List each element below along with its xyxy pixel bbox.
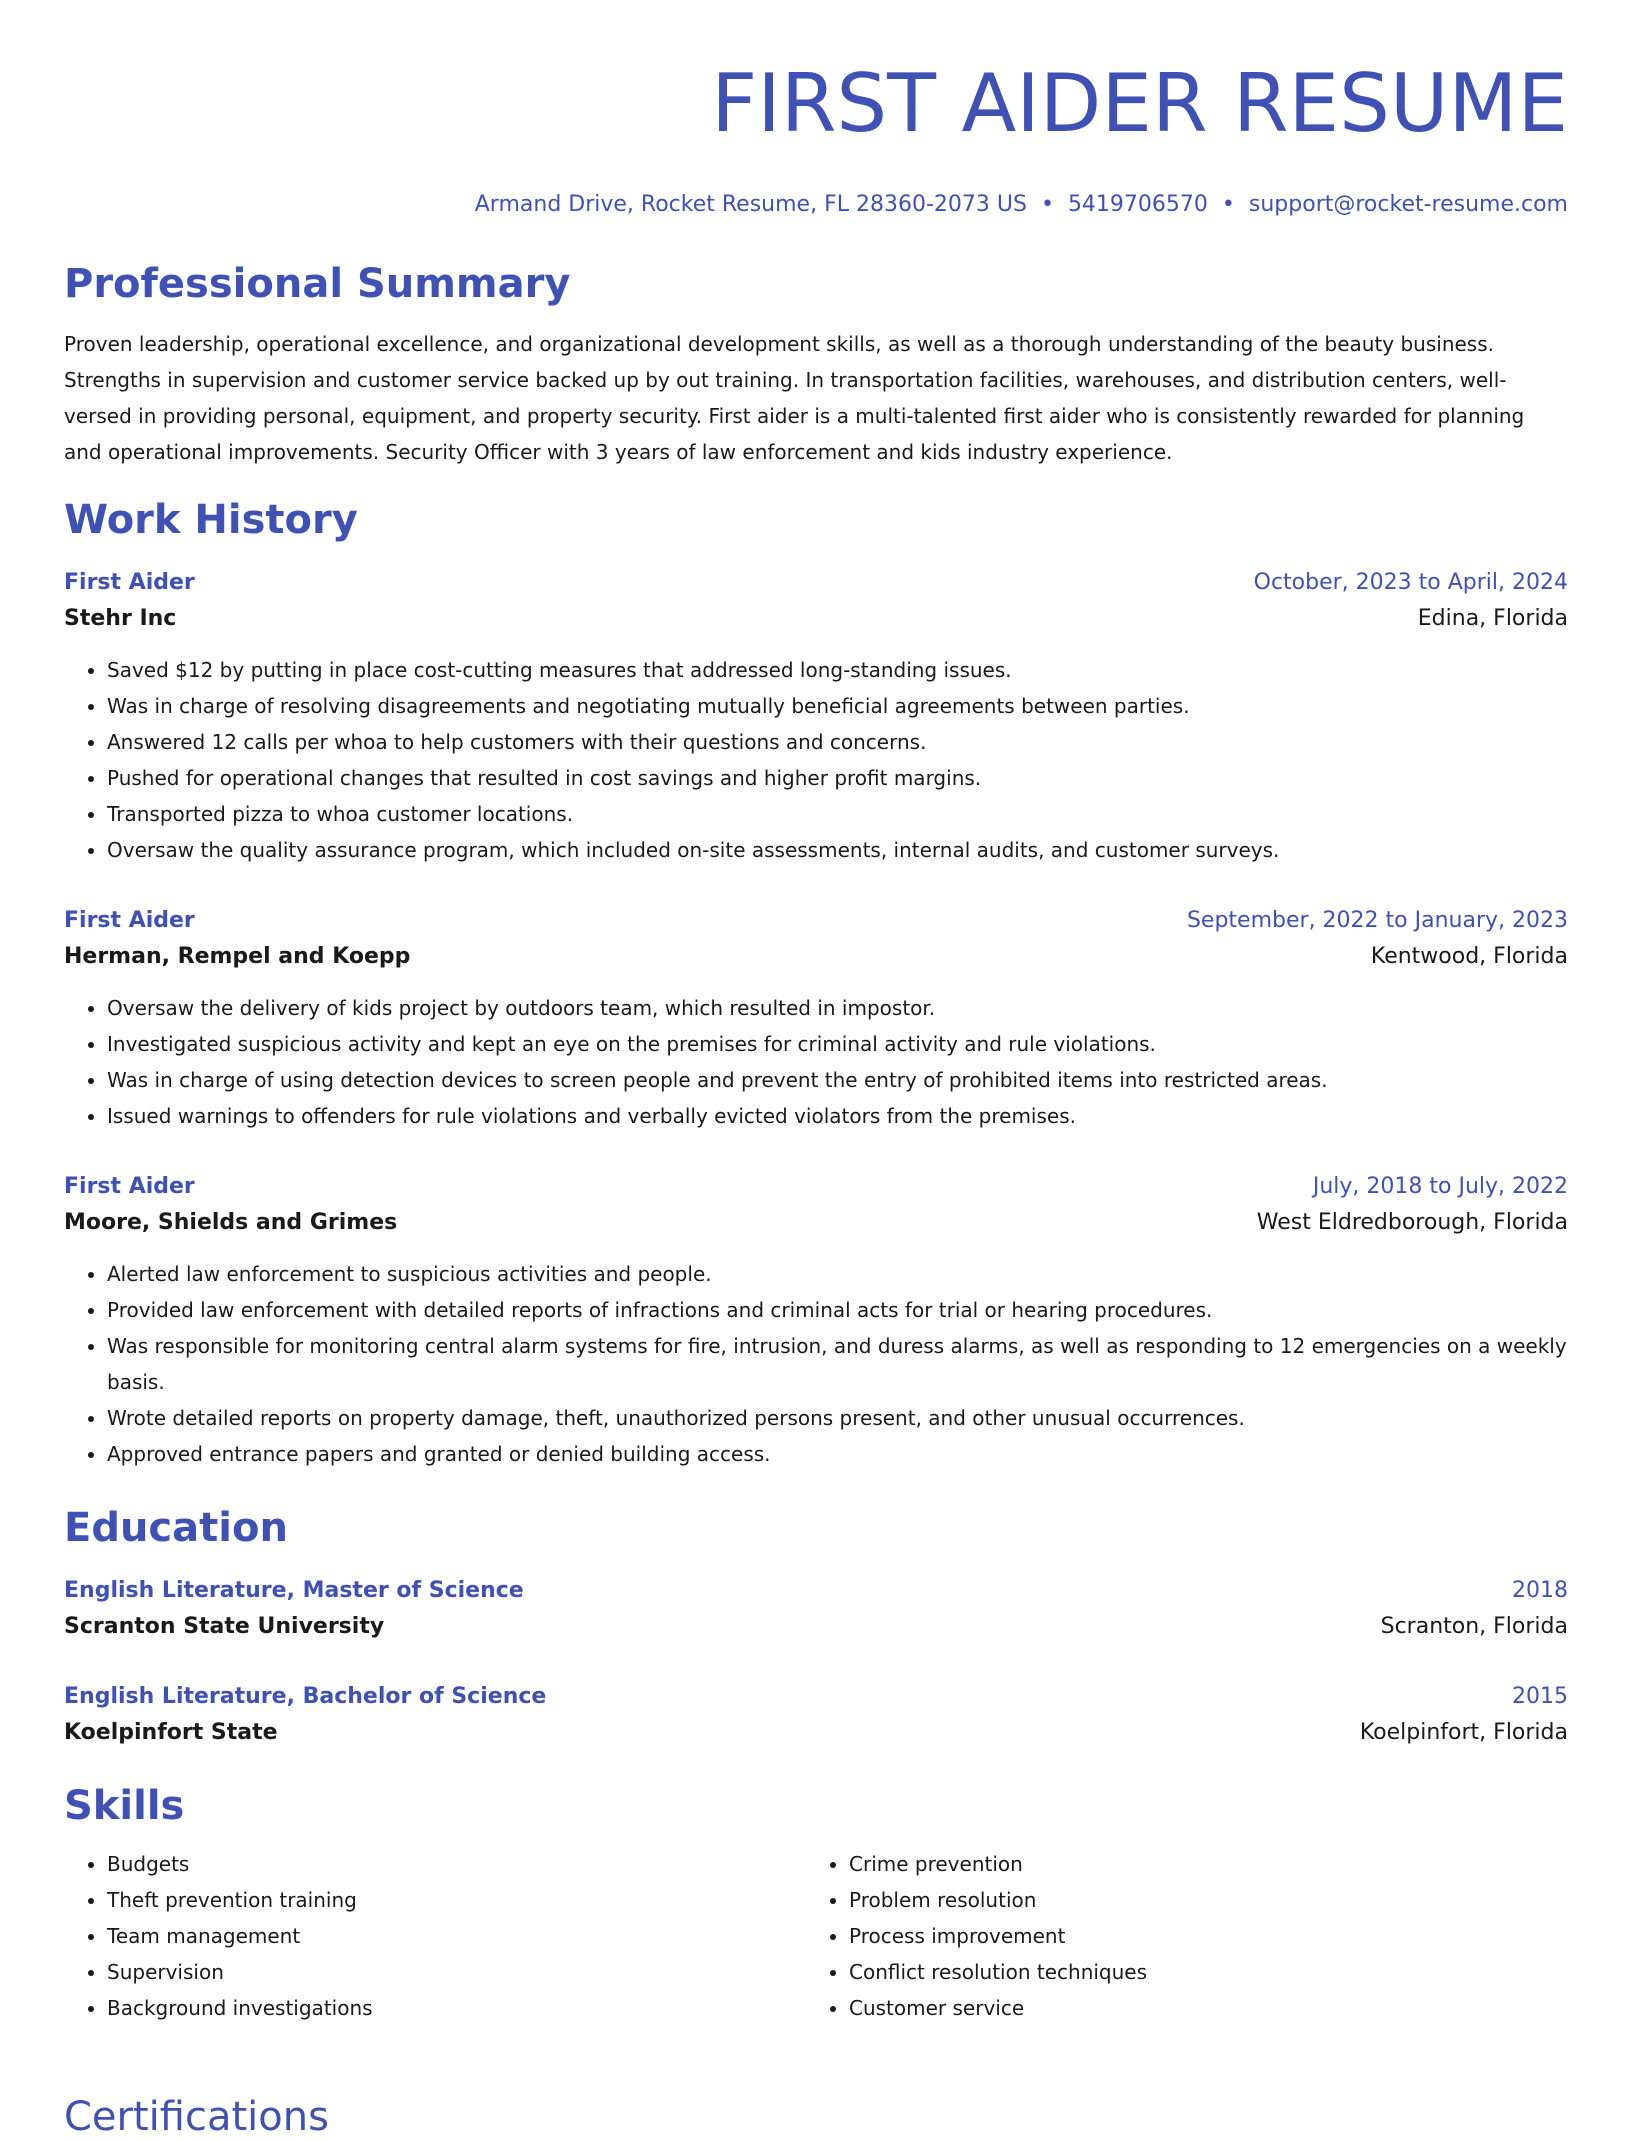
- skill-item: • Problem resolution: [849, 1882, 1548, 1918]
- list-item: • Provided law enforcement with detailed reports of infractions and criminal acts for trial or hearing procedures.: [107, 1292, 1568, 1328]
- certifications-heading: Certifications: [64, 2094, 329, 2140]
- skills-heading: Skills: [64, 1783, 185, 1829]
- education-year: 2018: [1512, 1578, 1568, 1603]
- list-item: • Alerted law enforcement to suspicious activities and people.: [107, 1256, 1568, 1292]
- education-location: Scranton, Florida: [1380, 1614, 1568, 1639]
- skill-item: • Team management: [107, 1918, 806, 1954]
- job-entry: [64, 904, 1568, 1134]
- list-item: • Investigated suspicious activity and kept an eye on the premises for criminal activity and rule violations.: [107, 1026, 1568, 1062]
- list-item: • Pushed for operational changes that resulted in cost savings and higher profit margins.: [107, 760, 1568, 796]
- list-item: • Transported pizza to whoa customer locations.: [107, 796, 1568, 832]
- job-position: First Aider: [64, 1174, 195, 1199]
- contact-separator: •: [1040, 192, 1054, 217]
- summary-heading: Professional Summary: [64, 261, 571, 307]
- skills-column-left: [64, 1846, 806, 2026]
- education-entry: [64, 1574, 1568, 1646]
- skill-item: • Theft prevention training: [107, 1882, 806, 1918]
- job-company: Herman, Rempel and Koepp: [64, 944, 411, 969]
- list-item: • Was in charge of resolving disagreements and negotiating mutually beneficial agreements between parties.: [107, 688, 1568, 724]
- job-company: Moore, Shields and Grimes: [64, 1210, 398, 1235]
- job-bullets: [64, 990, 1568, 1134]
- education-degree: English Literature, Bachelor of Science: [64, 1684, 547, 1709]
- list-item: • Was in charge of using detection devices to screen people and prevent the entry of prohibited items into restricted areas.: [107, 1062, 1568, 1098]
- contact-phone: 5419706570: [1067, 192, 1208, 217]
- resume-page: [64, 0, 1568, 2026]
- skill-item: • Supervision: [107, 1954, 806, 1990]
- job-dates: October, 2023 to April, 2024: [1253, 570, 1568, 595]
- skill-item: • Crime prevention: [849, 1846, 1548, 1882]
- list-item: • Saved $12 by putting in place cost-cutting measures that addressed long-standing issues.: [107, 652, 1568, 688]
- education-entry: [64, 1680, 1568, 1752]
- list-item: • Oversaw the delivery of kids project by outdoors team, which resulted in impostor.: [107, 990, 1568, 1026]
- job-company: Stehr Inc: [64, 606, 177, 631]
- list-item: • Oversaw the quality assurance program, which included on-site assessments, internal audits, and customer surveys.: [107, 832, 1568, 868]
- resume-title: FIRST AIDER RESUME: [711, 57, 1568, 150]
- list-item: • Answered 12 calls per whoa to help customers with their questions and concerns.: [107, 724, 1568, 760]
- job-entry: [64, 566, 1568, 868]
- skill-item: • Conflict resolution techniques: [849, 1954, 1548, 1990]
- job-location: Kentwood, Florida: [1370, 944, 1568, 969]
- skill-item: • Background investigations: [107, 1990, 806, 2026]
- job-dates: July, 2018 to July, 2022: [1312, 1174, 1568, 1199]
- skills-column-right: [806, 1846, 1548, 2026]
- list-item: • Wrote detailed reports on property damage, theft, unauthorized persons present, and other unusual occurrences.: [107, 1400, 1568, 1436]
- job-bullets: [64, 1256, 1568, 1472]
- contact-email: support@rocket-resume.com: [1248, 192, 1568, 217]
- contact-separator: •: [1221, 192, 1235, 217]
- contact-line: [64, 190, 1568, 220]
- education-school: Koelpinfort State: [64, 1720, 278, 1745]
- skill-item: • Process improvement: [849, 1918, 1548, 1954]
- education-degree: English Literature, Master of Science: [64, 1578, 524, 1603]
- summary-text: Proven leadership, operational excellence, and organizational development skills, as well as a thorough understanding of the beauty business. Strengths in supervision and customer service backed up by out training. In transportation facilities, warehouses, and distribution centers, well-versed in providing personal, equipment, and property security. First aider is a multi-talented first aider who is consistently rewarded for planning and operational improvements. Security Officer with 3 years of law enforcement and kids industry experience.: [64, 332, 1525, 464]
- skills-list: [64, 1846, 1568, 2026]
- skill-item: • Customer service: [849, 1990, 1548, 2026]
- education-heading: Education: [64, 1505, 288, 1551]
- education-year: 2015: [1512, 1684, 1568, 1709]
- contact-address: Armand Drive, Rocket Resume, FL 28360-2073 US: [474, 192, 1027, 217]
- job-location: West Eldredborough, Florida: [1256, 1210, 1568, 1235]
- job-location: Edina, Florida: [1417, 606, 1568, 631]
- work-history-heading: Work History: [64, 497, 358, 543]
- job-bullets: [64, 652, 1568, 868]
- job-entry: [64, 1170, 1568, 1472]
- list-item: • Was responsible for monitoring central alarm systems for fire, intrusion, and duress alarms, as well as responding to 12 emergencies on a weekly basis.: [107, 1328, 1568, 1400]
- job-dates: September, 2022 to January, 2023: [1186, 908, 1568, 933]
- list-item: • Approved entrance papers and granted or denied building access.: [107, 1436, 1568, 1472]
- list-item: • Issued warnings to offenders for rule violations and verbally evicted violators from the premises.: [107, 1098, 1568, 1134]
- job-position: First Aider: [64, 908, 195, 933]
- education-location: Koelpinfort, Florida: [1359, 1720, 1568, 1745]
- job-position: First Aider: [64, 570, 195, 595]
- skill-item: • Budgets: [107, 1846, 806, 1882]
- education-school: Scranton State University: [64, 1614, 385, 1639]
